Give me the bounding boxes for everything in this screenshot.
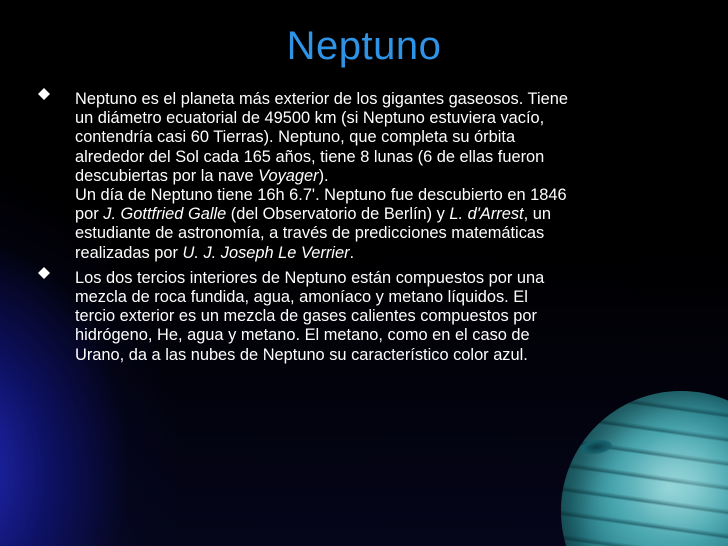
text-line xyxy=(75,90,693,109)
text-line xyxy=(75,109,693,128)
text-line xyxy=(75,167,693,186)
text-segment: descubiertas por la nave xyxy=(75,166,259,185)
text-segment: . xyxy=(349,243,355,262)
text-line xyxy=(75,128,693,147)
text-line xyxy=(75,326,693,345)
text-segment: (del Observatorio de Berlín) y xyxy=(226,205,450,224)
bullet-list xyxy=(38,90,693,371)
text-segment: Un día de Neptuno tiene 16h 6.7'. Neptuno fue descubierto en 1846 xyxy=(75,186,567,205)
text-segment: , un xyxy=(523,205,551,224)
text-line xyxy=(75,269,693,288)
text-line xyxy=(75,244,693,263)
text-line xyxy=(75,307,693,326)
text-line xyxy=(75,205,693,224)
italic-text: U. J. Joseph Le Verrier xyxy=(182,243,350,262)
text-line xyxy=(75,148,693,167)
text-segment: tercio exterior es un mezcla de gases calientes compuestos por xyxy=(75,307,537,326)
slide-title: Neptuno xyxy=(286,24,442,68)
italic-text: J. Gottfried Galle xyxy=(103,205,227,224)
text-segment: alrededor del Sol cada 165 años, tiene 8 lunas (6 de ellas fueron xyxy=(75,147,545,166)
text-segment: Los dos tercios interiores de Neptuno están compuestos por una xyxy=(75,268,545,287)
text-segment: hidrógeno, He, agua y metano. El metano, como en el caso de xyxy=(75,326,530,345)
text-line xyxy=(75,186,693,205)
text-segment: por xyxy=(75,205,104,224)
triangle-bullet-icon xyxy=(38,94,50,100)
text-segment: Neptuno es el planeta más exterior de los gigantes gaseosos. Tiene xyxy=(75,90,568,108)
text-segment: Urano, da a las nubes de Neptuno su característico color azul. xyxy=(75,345,528,364)
text-segment: mezcla de roca fundida, agua, amoníaco y metano líquidos. El xyxy=(75,288,528,307)
text-line xyxy=(75,224,693,243)
text-line xyxy=(75,288,693,307)
italic-text: L. d'Arrest xyxy=(449,205,524,224)
neptune-planet-image xyxy=(561,391,728,546)
text-segment: realizadas por xyxy=(75,243,183,262)
text-segment: estudiante de astronomía, a través de predicciones matemáticas xyxy=(75,224,545,243)
italic-text: Voyager xyxy=(258,166,319,185)
text-segment: ). xyxy=(318,166,329,185)
bullet-item xyxy=(38,269,693,365)
triangle-bullet-icon xyxy=(38,273,50,279)
text-segment: un diámetro ecuatorial de 49500 km (si Neptuno estuviera vacío, xyxy=(75,109,545,128)
text-segment: contendría casi 60 Tierras). Neptuno, que completa su órbita xyxy=(75,128,516,147)
text-line xyxy=(75,346,693,365)
bullet-item xyxy=(38,90,693,263)
